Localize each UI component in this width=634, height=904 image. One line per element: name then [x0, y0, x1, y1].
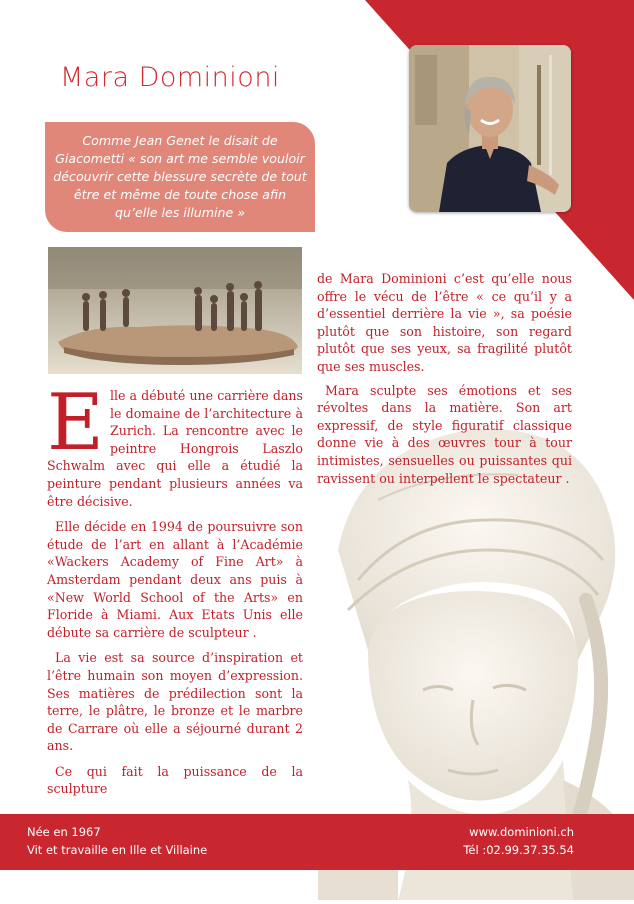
- footer-bio: [27, 823, 207, 859]
- paragraph-2: Elle décide en 1994 de poursuivre son étude de l’art en allant à l’Académie «Wackers Academy of Fine Art» à Amsterdam pendant deux ans puis à «New World School of the Arts» en Floride à Miami. Aux Etats Unis elle débute sa carrière de sculpteur .: [47, 519, 303, 640]
- left-text-column: [47, 378, 303, 806]
- paragraph-3: La vie est sa source d’inspiration et l’être humain son moyen d’expression. Ses matières de prédilection sont la terre, le plâtre, le bronze et le marbre de Carrare où elle a séjourné durant 2 ans.: [47, 650, 303, 754]
- right-text-column: [317, 270, 572, 493]
- footer-contact: [463, 823, 574, 859]
- paragraph-1: [47, 378, 303, 510]
- paragraph-1-text: lle a débuté une carrière dans le domaine de l’architecture à Zurich. La rencontre avec le peintre Hongrois Laszlo Schwalm avec qui elle a étudié la peinture pendant plusieurs années va être décisive.: [47, 388, 303, 509]
- page-title: Mara Dominioni: [60, 62, 280, 93]
- footer-band: [0, 814, 634, 870]
- paragraph-5: de Mara Dominioni c’est qu’elle nous offre le vécu de l’être « ce qu’il y a d’essentiel derrière la vie », sa poésie plutôt que son histoire, son regard plutôt que ses yeux, sa fragilité plutôt que ses muscles.: [317, 271, 572, 374]
- dropcap-letter: E: [47, 378, 104, 468]
- sculpture-group-photo: [48, 247, 302, 374]
- website-link[interactable]: www.dominioni.ch: [469, 825, 574, 839]
- residence: Vit et travaille en Ille et Villaine: [27, 843, 208, 857]
- quote-box: [45, 122, 315, 232]
- birth-year: Née en 1967: [27, 825, 101, 839]
- paragraph-4: Ce qui fait la puissance de la sculpture: [47, 763, 303, 797]
- phone-number: Tél :02.99.37.35.54: [463, 843, 574, 857]
- quote-text: Comme Jean Genet le disait de Giacometti « son art me semble vouloir découvrir cette blessure secrète de tout être et même de toute chose afin qu’elle les illumine »: [53, 133, 307, 220]
- artist-portrait-photo: [409, 45, 571, 212]
- paragraph-6: Mara sculpte ses émotions et ses révoltes dans la matière. Son art expressif, de style figuratif classique donne vie à des œuvres tour à tour intimistes, sensuelles ou puissantes qui ravissent ou interpellent le spectateur .: [317, 382, 572, 486]
